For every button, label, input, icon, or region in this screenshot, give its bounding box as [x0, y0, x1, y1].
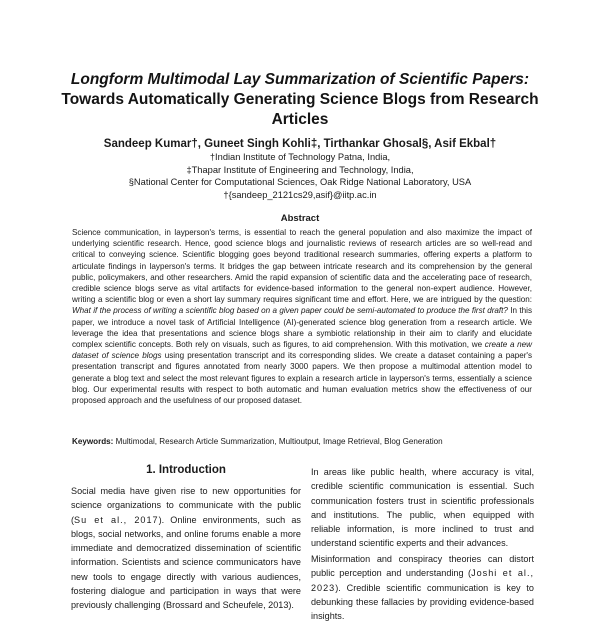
- introduction-paragraph-2: In areas like public health, where accuracy is vital, credible scientific communication is essential. Such communication fosters trust in scientific professionals and institutions. The public, when equipped with reliable information, is more inclined to trust and understand scientific experts and their advances.: [311, 467, 534, 549]
- introduction-paragraph-3: [311, 552, 534, 623]
- abstract-text-1: Science communication, in layperson's terms, is essential to reach the general population and also maximize the impact of underlying scientific research. Hence, good science blogs and journalistic reviews of research articles are so well-read and critical to conveying science. Scientific blogging goes beyond traditional research summaries, offering experts a platform to articulate findings in layperson's terms. It bridges the gap between intricate research and its comprehension by the general public, policymakers, and other researchers. Amid the rapid expansion of scientific data and the accelerating pace of research, credible science blogs serve as vital artifacts for evidence-based information to the general non-expert audience. However, writing a scientific blog or even a short lay summary requires significant time and effort. Here, we are intrigued by the question:: [72, 228, 532, 305]
- abstract-heading: Abstract: [280, 213, 320, 224]
- keywords-text: Multimodal, Research Article Summarization, Multioutput, Image Retrieval, Blog Generation: [113, 437, 443, 446]
- abstract-dataset-phrase: create a new dataset of science blogs: [72, 340, 532, 361]
- abstract-body: [72, 227, 532, 406]
- citation-joshi-2023[interactable]: Joshi et al., 2023: [311, 568, 534, 593]
- affiliation-iit-patna: †Indian Institute of Technology Patna, India,: [209, 152, 391, 162]
- keywords-line: [72, 436, 532, 447]
- paper-title-line-1: Longform Multimodal Lay Summarization of Scientific Papers:: [70, 71, 530, 88]
- intro-text-c: Misinformation and conspiracy theories can distort public perception and understanding (: [311, 554, 534, 579]
- affiliation-thapar: ‡Thapar Institute of Engineering and Technology, India,: [186, 164, 414, 175]
- introduction-paragraph-1: [71, 484, 301, 613]
- abstract-text-2: In this paper, we introduce a novel task of Artificial Intelligence (AI)-generated science blog generation from a research article. We leverage the idea that presentations and science blogs share a symbiotic relationship in their aim to clarify and elucidate complex scientific concepts. Both rely on visuals, such as figures, to aid comprehension. With this motivation, we: [72, 306, 532, 350]
- author-emails: †{sandeep_2121cs29,asif}@iitp.ac.in: [223, 189, 377, 200]
- citation-su-2017[interactable]: Su et al., 2017: [74, 514, 159, 525]
- introduction-heading: 1. Introduction: [146, 464, 226, 476]
- intro-text-d: ). Credible scientific communication is key to debunking these fallacies by providing evidence-based insights.: [311, 582, 534, 622]
- paper-title-line-2: Towards Automatically Generating Science Blogs from Research Articles: [61, 91, 539, 128]
- abstract-text-3: using presentation transcript and its corresponding slides. We create a dataset containing a paper's presentation transcript and figures annotated from nearly 3000 papers. We then propose a multimodal attention model to generate a blog text and select the most relevant figures to explain a research article in layperson's terms, essentially a science blog. Our experimental results with respect to both automatic and human evaluation metrics show the effectiveness of our proposed approach and the usefulness of our proposed dataset.: [72, 351, 532, 406]
- keywords-label: Keywords:: [72, 437, 114, 446]
- abstract-research-question: What if the process of writing a scientific blog based on a given paper could be semi-automated to produce the first draft?: [72, 306, 508, 316]
- intro-text-a: Social media have given rise to new opportunities for science organizations to communicate with the public (: [71, 486, 301, 525]
- intro-text-b: ). Online environments, such as blogs, social networks, and online forums enable a more immediate and democratized dissemination of scientific information. Scientists and science communicators have new tools to engage directly with various audiences, fostering dialogue and participation in ways that were previously challenging (Brossard and Scheufele, 2013).: [71, 514, 301, 611]
- affiliation-ornl: §National Center for Computational Sciences, Oak Ridge National Laboratory, USA: [128, 177, 472, 187]
- author-list: Sandeep Kumar†, Guneet Singh Kohli‡, Tirthankar Ghosal§, Asif Ekbal†: [103, 138, 497, 150]
